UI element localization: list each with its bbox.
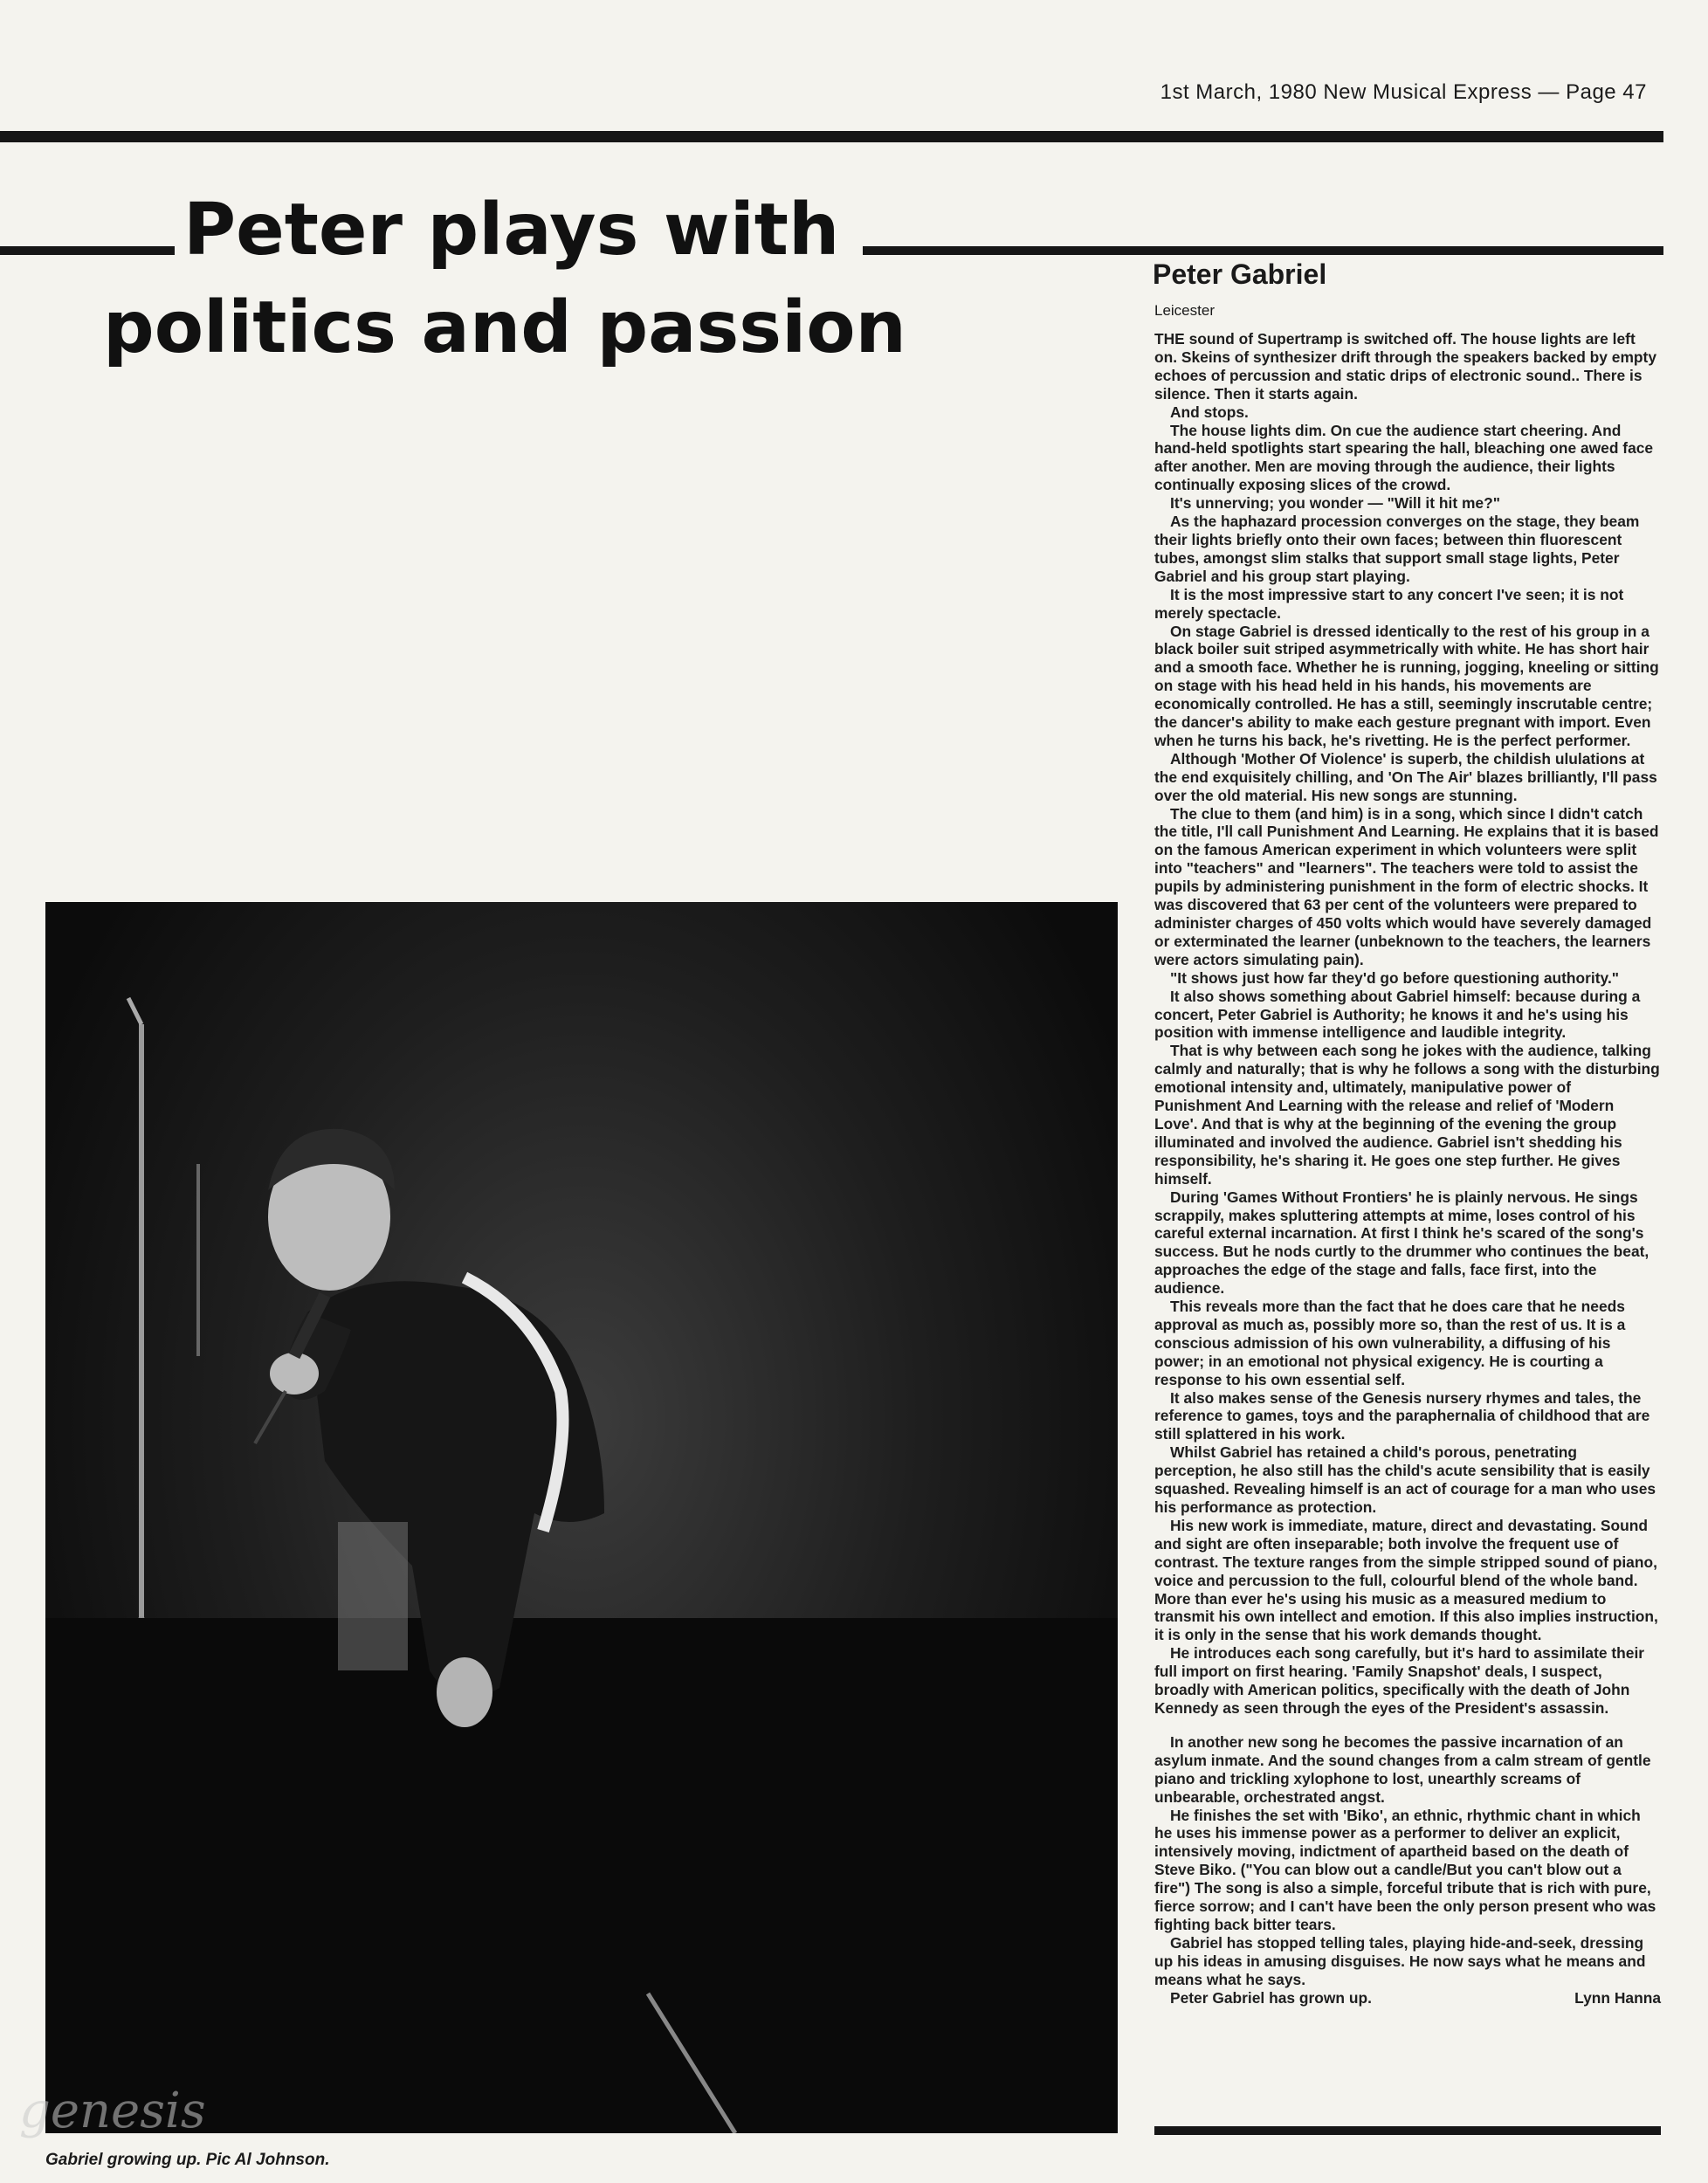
article-paragraph: On stage Gabriel is dressed identically to the rest of his group in a black boiler suit striped asymmetrically with white. He has short hair and a smooth face. Whether he is running, jogging, kneeling or sitting on stage with his head held in his hands, his movements are economically controlled. He has a still, seemingly inscrutable centre; the dancer's ability to make each gesture pregnant with import. Even when he turns his back, he's rivetting. He is the perfect performer.	[1154, 622, 1659, 749]
article-paragraph: His new work is immediate, mature, direct and devastating. Sound and sight are often inseparable; both involve the frequent use of contrast. The texture ranges from the simple stripped sound of piano, voice and percussion to the full, colourful blend of the whole band. More than ever he's using his music as a measured medium to transmit his own intellect and emotion. If this also implies instruction, it is only in the sense that his work demands thought.	[1154, 1516, 1658, 1644]
photo-caption: Gabriel growing up. Pic Al Johnson.	[45, 2151, 330, 2169]
article-closing	[1154, 1989, 1661, 2007]
closing-line: Peter Gabriel has grown up.	[1170, 1988, 1372, 2007]
concert-photo	[45, 902, 1118, 2133]
article-paragraph: The clue to them (and him) is in a song, which since I didn't catch the title, I'll call Punishment And Learning. He explains that it is based on the famous American experiment in which volunteers were split into "teachers" and "learners". The teachers were told to assist the pupils by administering punishment in the form of electric shocks. It was discovered that 63 per cent of the volunteers were prepared to administer charges of 450 volts which would have severely damaged or exterminated the learner (unbeknown to the teachers, the learners were actors simulating pain).	[1154, 804, 1659, 968]
article-paragraph: Although 'Mother Of Violence' is superb, the childish ululations at the end exquisitely chilling, and 'On The Air' blazes brilliantly, I'll pass over the old material. His new songs are stunning.	[1154, 749, 1657, 804]
top-rule	[0, 131, 1663, 142]
article-paragraph: It's unnerving; you wonder — "Will it hit me?"	[1170, 494, 1500, 513]
headline-line-1: Peter plays with	[183, 189, 840, 272]
article-paragraph: THE sound of Supertramp is switched off. The house lights are left on. Skeins of synthesizer drift through the speakers backed by empty echoes of percussion and static drips of electronic sound.. There is silence. Then it starts again.	[1154, 330, 1657, 403]
review-location: Leicester	[1154, 302, 1215, 319]
page-folio: 1st March, 1980 New Musical Express — Page 47	[1160, 80, 1647, 104]
headline-rule-right	[863, 246, 1663, 255]
article-paragraph: He finishes the set with 'Biko', an ethnic, rhythmic chant in which he uses his immense power as a performer to deliver an explicit, intensively moving, indictment of apartheid based on the death of Steve Biko. ("You can blow out a candle/But you can't blow out a fire") The song is also a simple, forceful tribute that is rich with pure, fierce sorrow; and I can't have been the only person present who was fighting back bitter tears.	[1154, 1806, 1656, 1933]
article-paragraph: And stops.	[1170, 403, 1249, 421]
article-paragraph: As the haphazard procession converges on the stage, they beam their lights briefly onto their own faces; between thin fluorescent tubes, amongst slim stalks that support small stage lights, Peter Gabriel and his group start playing.	[1154, 513, 1640, 585]
article-paragraph: It also makes sense of the Genesis nursery rhymes and tales, the reference to games, toys and the paraphernalia of childhood that are still splattered in his work.	[1154, 1388, 1650, 1443]
article-paragraph: Whilst Gabriel has retained a child's porous, penetrating perception, he also still has the child's acute sensibility that is easily squashed. Revealing himself is an act of courage for a man who uses his performance as protection.	[1154, 1443, 1656, 1516]
article-body	[1154, 330, 1661, 2007]
article-paragraph: Gabriel has stopped telling tales, playing hide-and-seek, dressing up his ideas in amusing disguises. He now says what he means and means what he says.	[1154, 1933, 1646, 1988]
article-paragraph: In another new song he becomes the passive incarnation of an asylum inmate. And the sound changes from a calm stream of gentle piano and trickling xylophone to lost, unearthly screams of unbearable, orchestrated angst.	[1154, 1732, 1651, 1806]
article-paragraph: It is the most impressive start to any concert I've seen; it is not merely spectacle.	[1154, 585, 1624, 622]
article-paragraph: The house lights dim. On cue the audience start cheering. And hand-held spotlights start spearing the hall, bleaching one awed face after another. Men are moving through the audience, their lights continually exposing slices of the crowd.	[1154, 421, 1654, 494]
article-paragraph: "It shows just how far they'd go before questioning authority."	[1170, 968, 1620, 987]
bottom-rule	[1154, 2126, 1661, 2135]
review-title: Peter Gabriel	[1153, 258, 1327, 290]
article-paragraph: That is why between each song he jokes with the audience, talking calmly and naturally; that is why he follows a song with the disturbing emotional intensity and, ultimately, manipulative power of Punishment And Learning with the release and relief of 'Modern Love'. And that is why at the beginning of the evening the group illuminated and involved the audience. Gabriel isn't shedding his responsibility, he's sharing it. He goes one step further. He gives himself.	[1154, 1042, 1660, 1188]
author-credit: Lynn Hanna	[1574, 1988, 1661, 2007]
article-paragraph: During 'Games Without Frontiers' he is plainly nervous. He sings scrappily, makes spluttering attempts at mime, loses control of his careful external incarnation. At first I think he's scared of the song's success. But he nods curtly to the drummer who continues the beat, approaches the edge of the stage and falls, face first, into the audience.	[1154, 1188, 1649, 1298]
headline	[103, 182, 976, 377]
article-paragraph: He introduces each song carefully, but it's hard to assimilate their full import on first hearing. 'Family Snapshot' deals, I suspect, broadly with American politics, specifically with the death of John Kennedy as seen through the eyes of the President's assassin.	[1154, 1644, 1645, 1717]
watermark-text: genesis	[19, 2083, 206, 2139]
concert-photo-icon	[45, 902, 1118, 2133]
article-paragraph: It also shows something about Gabriel himself: because during a concert, Peter Gabriel is Authority; he knows it and he's using his position with immense intelligence and laudible integrity.	[1154, 987, 1641, 1042]
headline-line-2: politics and passion	[103, 286, 906, 369]
article-paragraph: This reveals more than the fact that he does care that he needs approval as much as, possibly more so, than the rest of us. It is a conscious admission of his own vulnerability, a diffusing of his power; in an emotional not physical exigency. He is courting a response to his own essential self.	[1154, 1298, 1626, 1388]
